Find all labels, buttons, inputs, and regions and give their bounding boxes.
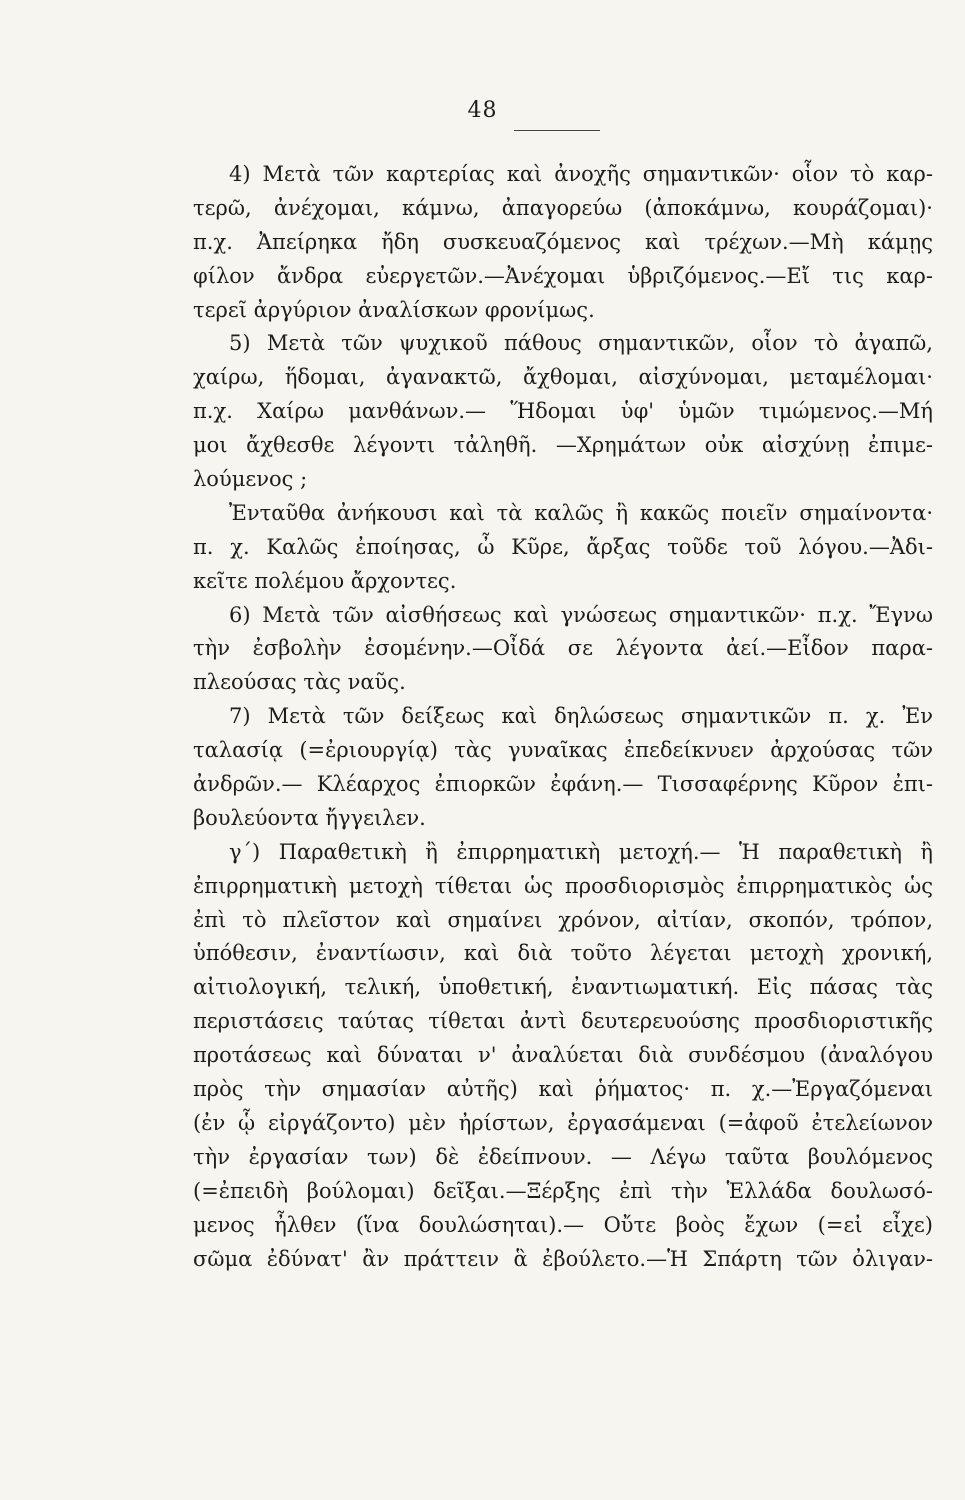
text-line: π. χ. Καλῶς ἐποίησας, ὦ Κῦρε, ἄρξας τοῦδε τοῦ λόγου.—Ἀδι- (193, 534, 933, 559)
text-line: βουλεύοντα ἤγγειλεν. (193, 805, 426, 830)
text-line: ταλασίᾳ (=ἐριουργίᾳ) τὰς γυναῖκας ἐπεδείκνυεν ἀρχούσας τῶν (193, 738, 933, 763)
text-line: μενος ἦλθεν (ἵνα δουλώσηται).— Οὔτε βοὸς ἔχων (=εἰ εἶχε) (193, 1212, 933, 1237)
text-line: πλεούσας τὰς ναῦς. (193, 670, 406, 695)
text-line: φίλον ἄνδρα εὐεργετῶν.—Ἀνέχομαι ὑβριζόμενος.—Εἴ τις καρ- (193, 263, 933, 288)
text-line: προτάσεως καὶ δύναται ν' ἀναλύεται διὰ συνδέσμου (ἀναλόγου (193, 1043, 933, 1068)
text-line: ἐπιρρηματικὴ μετοχὴ τίθεται ὡς προσδιορισμὸς ἐπιρρηματικὸς ὡς (193, 873, 933, 898)
text-line: ἀνδρῶν.— Κλέαρχος ἐπιορκῶν ἐφάνη.— Τισσαφέρνης Κῦρον ἐπι- (193, 772, 933, 797)
text-line: 5) Μετὰ τῶν ψυχικοῦ πάθους σημαντικῶν, οἷον τὸ ἀγαπῶ, (229, 331, 933, 356)
text-line: μοι ἄχθεσθε λέγοντι τἀληθῆ. —Χρημάτων οὐκ αἰσχύνῃ ἐπιμε- (193, 433, 933, 458)
text-line: 4) Μετὰ τῶν καρτερίας καὶ ἀνοχῆς σημαντικῶν· οἷον τὸ καρ- (229, 162, 933, 186)
text-line: τὴν ἐργασίαν των) δὲ ἐδείπνουν. — Λέγω ταῦτα βουλόμενος (193, 1144, 933, 1169)
text-line: π.χ. Ἀπείρηκα ἤδη συσκευαζόμενος καὶ τρέχων.—Μὴ κάμῃς (193, 229, 933, 254)
text-line: (ἐν ᾧ εἰργάζοντο) μὲν ἠρίστων, ἐργασάμεναι (=ἀφοῦ ἐτελείωνον (193, 1110, 933, 1135)
text-line: 6) Μετὰ τῶν αἰσθήσεως καὶ γνώσεως σημαντικῶν· π.χ. Ἔγνω (229, 602, 933, 627)
text-line: (=ἐπειδὴ βούλομαι) δεῖξαι.—Ξέρξης ἐπὶ τὴν Ἑλλάδα δουλωσό- (193, 1178, 933, 1203)
text-line: λούμενος ; (193, 467, 308, 492)
text-line: ἐπὶ τὸ πλεῖστον καὶ σημαίνει χρόνον, αἰτίαν, σκοπόν, τρόπον, (193, 907, 933, 932)
text-line: ὑπόθεσιν, ἐναντίωσιν, καὶ διὰ τοῦτο λέγεται μετοχὴ χρονική, (193, 941, 933, 966)
text-line: π.χ. Χαίρω μανθάνων.— Ἥδομαι ὑφ' ὑμῶν τιμώμενος.—Μή (193, 399, 933, 424)
text-line: τερῶ, ἀνέχομαι, κάμνω, ἀπαγορεύω (ἀποκάμνω, κουράζομαι)· (193, 195, 933, 220)
text-line: πρὸς τὴν σημασίαν αὐτῆς) καὶ ῥήματος· π. χ.—Ἐργαζόμεναι (193, 1077, 933, 1102)
text-line: 7) Μετὰ τῶν δείξεως καὶ δηλώσεως σημαντικῶν π. χ. Ἐν (229, 704, 933, 729)
header-rule (514, 130, 600, 131)
text-line: τερεῖ ἀργύριον ἀναλίσκων φρονίμως. (193, 297, 595, 322)
text-line: αἰτιολογική, τελική, ὑποθετική, ἐναντιωματική. Εἰς πάσας τὰς (193, 975, 933, 1000)
text-line: χαίρω, ἥδομαι, ἀγανακτῶ, ἄχθομαι, αἰσχύνομαι, μεταμέλομαι· (193, 365, 933, 390)
text-line: γ΄) Παραθετικὴ ἢ ἐπιρρηματικὴ μετοχή.— Ἡ παραθετικὴ ἢ (229, 839, 933, 864)
text-line: Ἐνταῦθα ἀνήκουσι καὶ τὰ καλῶς ἢ κακῶς ποιεῖν σημαίνοντα· (229, 500, 933, 525)
text-line: περιστάσεις ταύτας τίθεται ἀντὶ δευτερευούσης προσδιοριστικῆς (193, 1009, 933, 1034)
page-number: 48 (467, 98, 498, 123)
text-line: σῶμα ἐδύνατ' ἂν πράττειν ἃ ἐβούλετο.—Ἡ Σπάρτη τῶν ὀλιγαν- (193, 1246, 933, 1271)
text-line: κεῖτε πολέμου ἄρχοντες. (193, 568, 457, 593)
text-line: τὴν ἐσβολὴν ἐσομένην.—Οἶδά σε λέγοντα ἀεί.—Εἶδον παρα- (193, 636, 933, 661)
body-text (193, 158, 933, 1276)
